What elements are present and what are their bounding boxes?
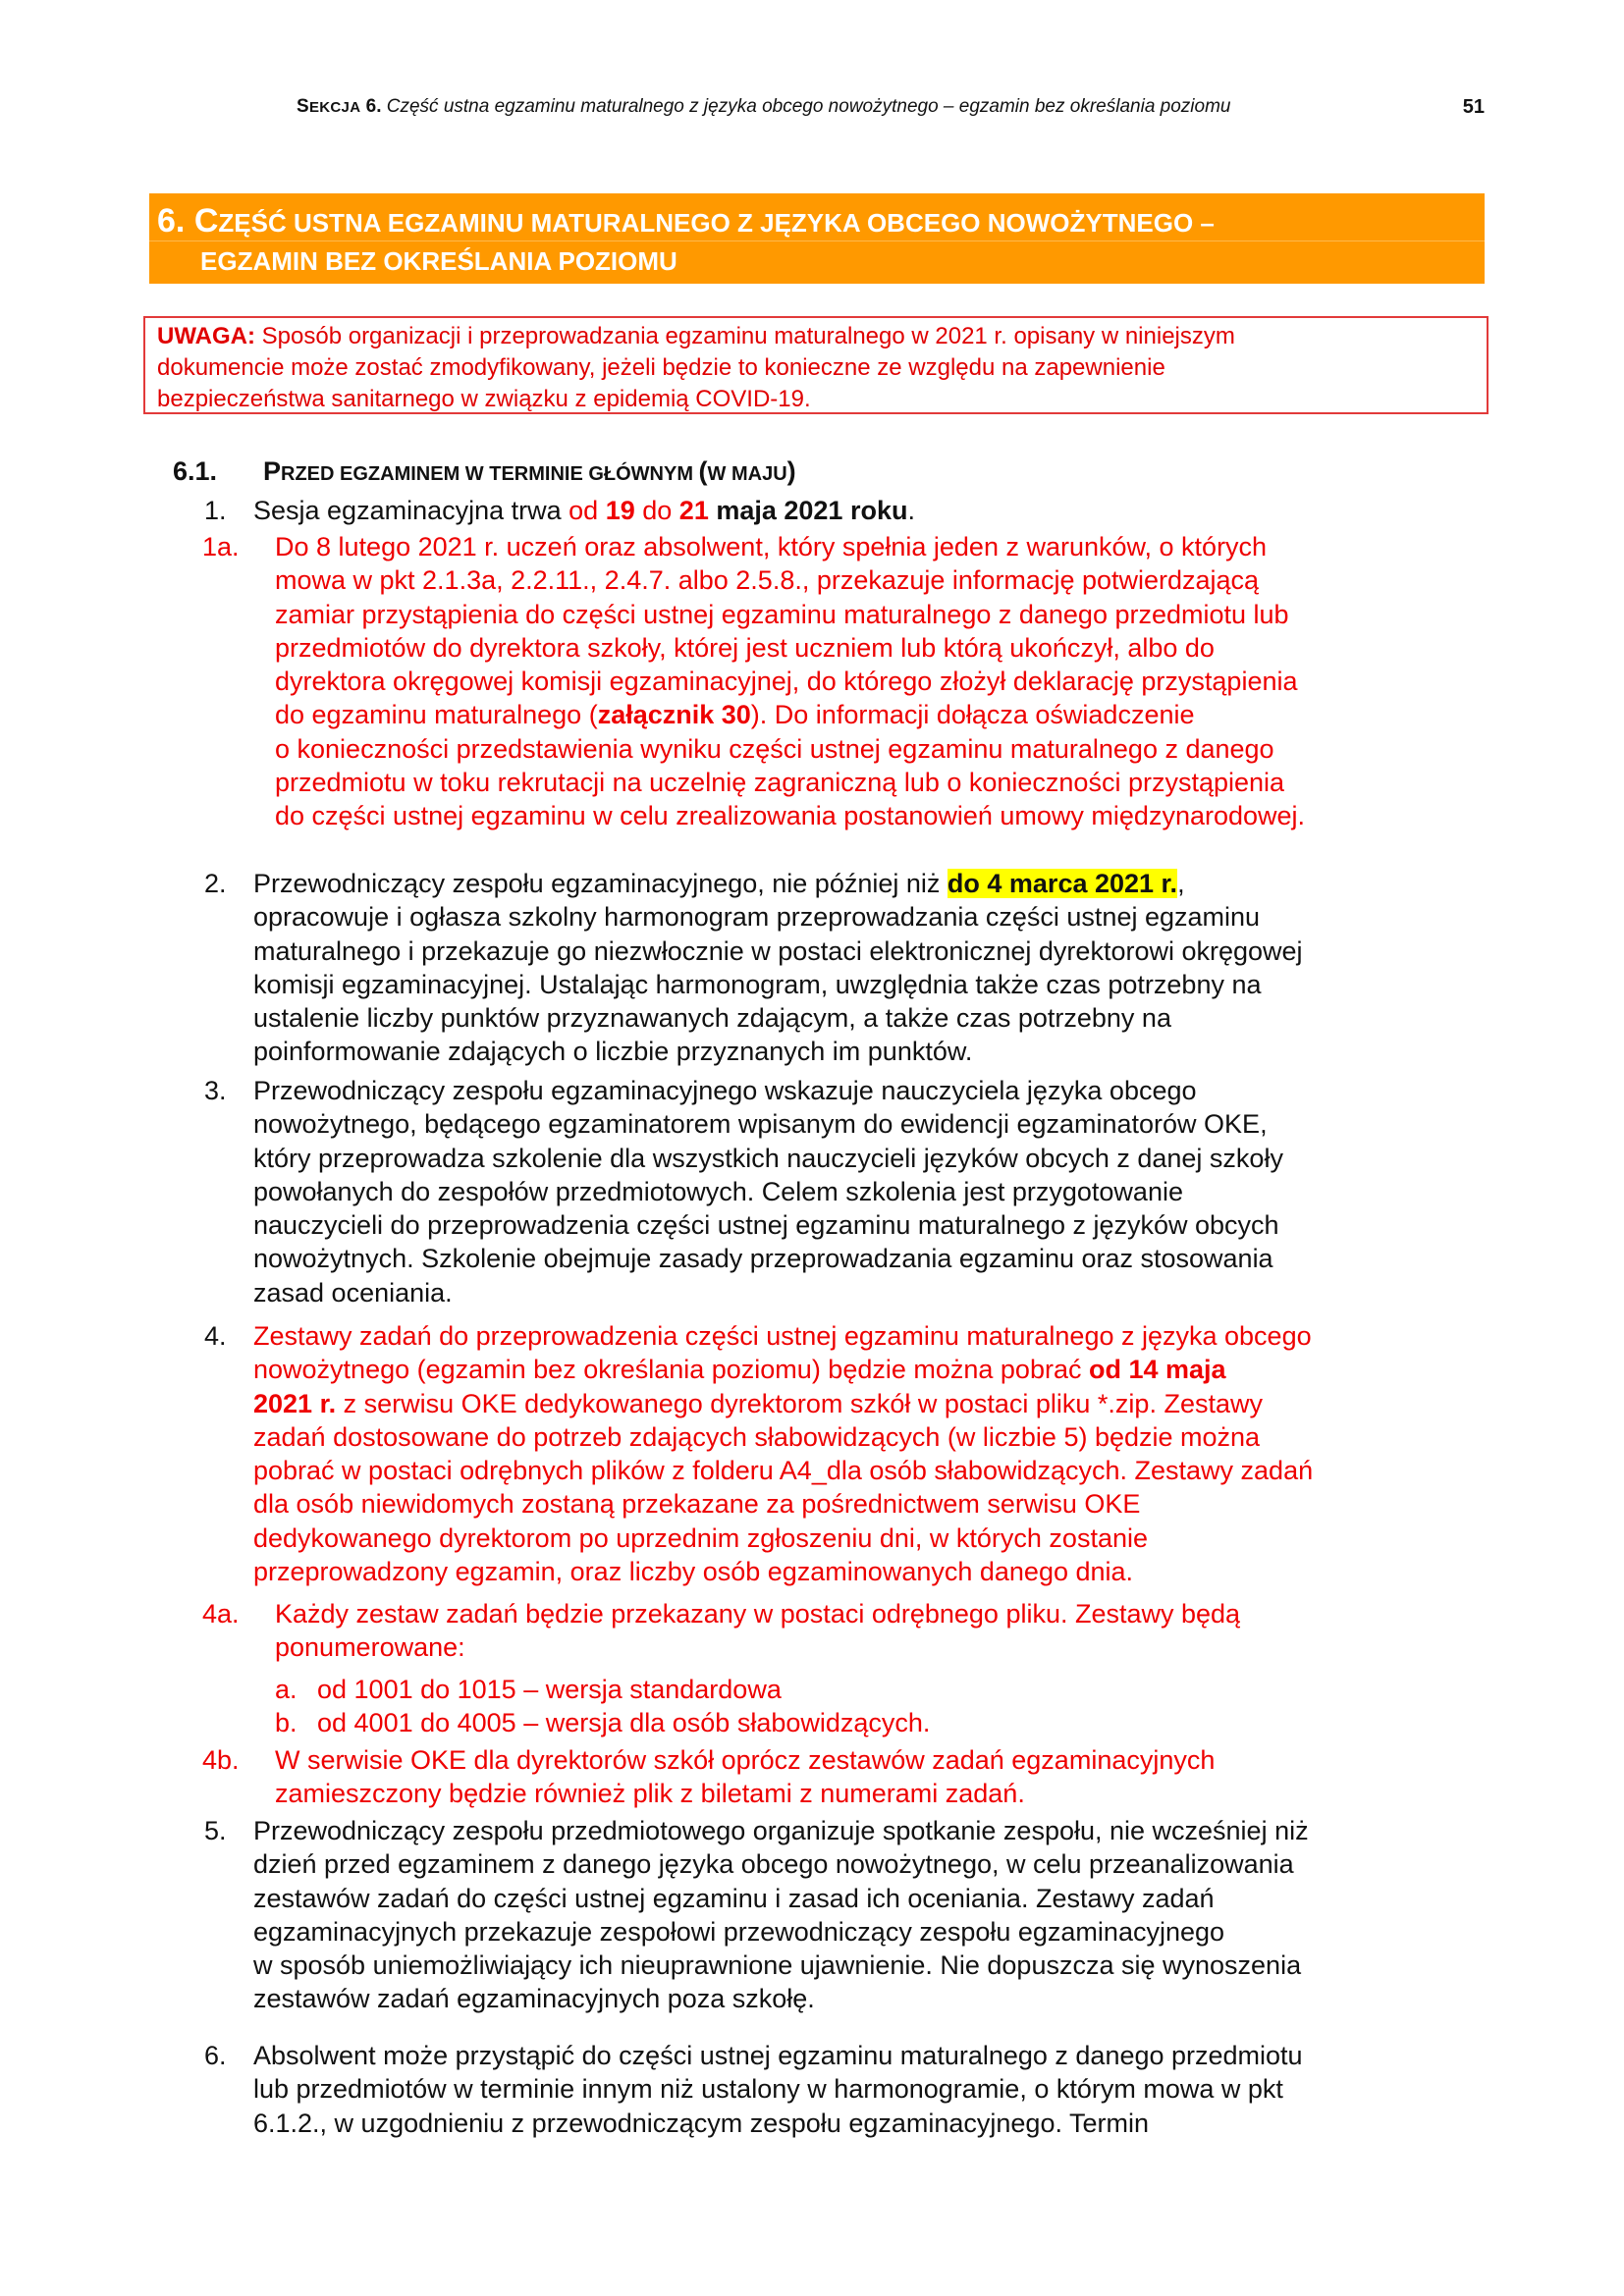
text-line	[275, 799, 1305, 832]
text-segment: ustalenie liczby punktów przyznawanych zdającym, a także czas potrzebny na	[253, 1003, 1171, 1034]
section-title-part: W MAJU	[707, 463, 787, 485]
text-segment: komisji egzaminacyjnej. Ustalając harmonogram, uwzględnia także czas potrzebny na	[253, 969, 1262, 999]
text-line	[275, 598, 1305, 631]
text-line	[253, 2072, 1303, 2106]
text-segment: .	[907, 496, 915, 525]
text-line	[275, 1743, 1215, 1777]
bold-text: 2021 r.	[253, 1388, 337, 1418]
text-segment: do egzaminu maturalnego (	[275, 700, 598, 730]
text-line	[253, 1208, 1283, 1242]
text-line	[253, 1982, 1309, 2015]
list-item-body	[275, 530, 1305, 833]
sub-list-item	[275, 1673, 1240, 1706]
text-segment: zamiar przystąpienia do części ustnej egzaminu maturalnego z danego przedmiotu lub	[275, 599, 1289, 629]
text-segment: Zestawy zadań do przeprowadzenia części ustnej egzaminu maturalnego z języka obcego	[253, 1321, 1312, 1351]
section-title: Część ustna egzaminu maturalnego z języka obcego nowożytnego – egzamin bez określania poziomu	[386, 96, 1231, 117]
text-line	[253, 867, 1303, 900]
list-item-marker: 1a.	[202, 532, 240, 561]
list-item-marker: 4.	[204, 1321, 227, 1351]
list-item-body	[275, 1597, 1240, 1739]
text-line	[253, 1454, 1313, 1487]
chapter-number: 6.	[157, 202, 186, 240]
list-item-body	[253, 1074, 1283, 1309]
text-segment: o konieczności przedstawienia wyniku części ustnej egzaminu maturalnego z danego	[275, 733, 1274, 764]
list-item-body	[253, 1319, 1313, 1588]
text-segment: egzaminacyjnych przekazuje zespołowi przewodniczący zespołu egzaminacyjnego	[253, 1916, 1225, 1947]
text-segment: Absolwent może przystąpić do części ustnej egzaminu maturalnego z danego przedmiotu	[253, 2041, 1303, 2070]
text-line	[253, 1242, 1283, 1275]
text-segment: powołanych do zespołów przedmiotowych. Celem szkolenia jest przygotowanie	[253, 1176, 1183, 1206]
text-segment: nauczycieli do przeprowadzenia części ustnej egzaminu maturalnego z języków obcych	[253, 1210, 1279, 1241]
sub-list-marker: b.	[275, 1707, 298, 1737]
section-title-part: (	[698, 456, 708, 486]
text-segment: Przewodniczący zespołu egzaminacyjnego wskazuje nauczyciela języka obcego	[253, 1076, 1197, 1105]
text-segment: od	[568, 496, 606, 525]
text-segment: ,	[1177, 869, 1185, 898]
bold-text: od 14 maja	[1088, 1355, 1226, 1385]
text-line	[253, 968, 1303, 1001]
list-item-body	[253, 494, 915, 527]
text-line	[275, 1777, 1215, 1810]
text-line	[253, 1319, 1313, 1353]
list-item-body	[253, 867, 1303, 1069]
text-segment: do	[634, 496, 679, 525]
list-item-marker: 4b.	[202, 1745, 240, 1775]
text-segment: Przewodniczący zespołu egzaminacyjnego, nie później niż	[253, 869, 947, 898]
text-line	[275, 665, 1305, 698]
text-segment: nowożytnych. Szkolenie obejmuje zasady przeprowadzania egzaminu oraz stosowania	[253, 1244, 1273, 1274]
section-heading-title	[263, 456, 796, 486]
list-item-marker: 6.	[204, 2041, 227, 2070]
text-line	[253, 1420, 1313, 1454]
list-item-marker: 4a.	[202, 1599, 240, 1629]
text-line	[253, 1001, 1303, 1035]
text-segment: poinformowanie zdających o liczbie przyznanych im punktów.	[253, 1037, 973, 1067]
text-segment: ). Do informacji dołącza oświadczenie	[750, 700, 1195, 730]
text-segment: przeprowadzony egzamin, oraz liczby osób egzaminowanych danego dnia.	[253, 1557, 1134, 1587]
section-heading-number: 6.1.	[173, 456, 218, 486]
text-segment: opracowuje i ogłasza szkolny harmonogram przeprowadzania części ustnej egzaminu	[253, 902, 1261, 933]
text-segment: zestawów zadań egzaminacyjnych poza szkołę.	[253, 1984, 815, 2014]
text-line	[275, 631, 1305, 665]
chapter-title-rest: ZĘŚĆ USTNA EGZAMINU MATURALNEGO Z JĘZYKA OBCEGO NOWOŻYTNEGO –	[218, 208, 1215, 238]
text-segment: Sesja egzaminacyjna trwa	[253, 496, 569, 525]
text-line	[275, 698, 1305, 731]
text-line	[253, 1035, 1303, 1068]
section-number: 6.	[365, 96, 382, 117]
text-segment: maturalnego i przekazuje go niezwłocznie w postaci elektronicznej dyrektorowi okręgowej	[253, 935, 1303, 966]
text-line	[275, 1597, 1240, 1630]
chapter-title-line-1	[157, 201, 1215, 242]
text-segment: z serwisu OKE dedykowanego dyrektorom szkół w postaci pliku *.zip. Zestawy	[336, 1388, 1263, 1418]
list-item-marker: 3.	[204, 1076, 227, 1105]
chapter-title-line-2: EGZAMIN BEZ OKREŚLANIA POZIOMU	[200, 246, 677, 276]
text-segment: dzień przed egzaminem z danego języka obcego nowożytnego, w celu przeanalizowania	[253, 1849, 1294, 1880]
list-item-body	[253, 2039, 1303, 2140]
bold-text: załącznik 30	[597, 700, 751, 730]
text-segment: 6.1.2., w uzgodnieniu z przewodniczącym zespołu egzaminacyjnego. Termin	[253, 2108, 1149, 2138]
section-title-part: )	[786, 456, 796, 486]
text-line	[275, 530, 1305, 563]
sub-list-text: od 4001 do 4005 – wersja dla osób słabowidzących.	[317, 1707, 931, 1737]
list-item-marker: 1.	[204, 496, 227, 525]
text-line	[253, 900, 1303, 934]
text-segment: Przewodniczący zespołu przedmiotowego organizuje spotkanie zespołu, nie wcześniej niż	[253, 1816, 1309, 1845]
text-segment: nowożytnego, będącego egzaminatorem wpisanym do ewidencji egzaminatorów OKE,	[253, 1109, 1268, 1140]
text-segment: który przeprowadza szkolenie dla wszystkich nauczycieli języków obcych z danej szkoły	[253, 1143, 1283, 1173]
highlighted-date: do 4 marca 2021 r.	[947, 869, 1178, 898]
text-segment: zasad oceniania.	[253, 1277, 453, 1308]
section-label-rest: EKCJA	[308, 99, 361, 116]
text-line	[253, 1175, 1283, 1208]
section-title-part: P	[263, 456, 282, 486]
text-segment: przedmiotu w toku rekrutacji na uczelnię zagraniczną lub o konieczności przystąpienia	[275, 768, 1285, 798]
text-segment: pobrać w postaci odrębnych plików z folderu A4_dla osób słabowidzących. Zestawy zadań	[253, 1456, 1314, 1486]
notice-label: UWAGA:	[157, 323, 255, 349]
bold-text: maja 2021 roku	[708, 496, 908, 525]
text-segment: nowożytnego (egzamin bez określania poziomu) będzie można pobrać	[253, 1355, 1089, 1385]
section-heading	[173, 455, 796, 490]
notice-text: Sposób organizacji i przeprowadzania egzaminu maturalnego w 2021 r. opisany w niniejszym	[254, 323, 1235, 349]
page-number: 51	[1462, 96, 1485, 118]
text-segment: Do 8 lutego 2021 r. uczeń oraz absolwent, który spełnia jeden z warunków, o których	[275, 532, 1268, 561]
text-line	[253, 1522, 1313, 1555]
text-line	[253, 2039, 1303, 2072]
text-line	[253, 1074, 1283, 1107]
text-segment: zamieszczony będzie również plik z biletami z numerami zadań.	[275, 1779, 1025, 1809]
text-segment: zestawów zadań do części ustnej egzaminu i zasad ich oceniania. Zestawy zadań	[253, 1883, 1215, 1913]
chapter-title-banner	[149, 193, 1485, 284]
sub-list-marker: a.	[275, 1674, 298, 1704]
text-segment: W serwisie OKE dla dyrektorów szkół oprócz zestawów zadań egzaminacyjnych	[275, 1745, 1216, 1775]
text-segment: dedykowanego dyrektorom po uprzednim zgłoszeniu dni, w których zostanie	[253, 1522, 1148, 1553]
text-line	[275, 1630, 1240, 1664]
text-segment: mowa w pkt 2.1.3a, 2.2.11., 2.4.7. albo 2.5.8., przekazuje informację potwierdzającą	[275, 565, 1260, 596]
notice-box	[143, 316, 1489, 414]
list-item-body	[253, 1814, 1309, 2016]
text-segment: w sposób uniemożliwiający ich nieuprawnione ujawnienie. Nie dopuszcza się wynoszenia	[253, 1950, 1302, 1981]
text-segment: do części ustnej egzaminu w celu zrealizowania postanowień umowy międzynarodowej.	[275, 801, 1306, 831]
text-line	[275, 563, 1305, 597]
text-line	[253, 1142, 1283, 1175]
text-line	[253, 1487, 1313, 1521]
notice-line-2: dokumencie może zostać zmodyfikowany, jeżeli będzie to konieczne ze względu na zapewnienie	[157, 354, 1165, 381]
text-line	[253, 1847, 1309, 1881]
bold-text: 21	[678, 496, 709, 525]
section-label	[297, 96, 361, 117]
text-line	[253, 1882, 1309, 1915]
text-line	[253, 1555, 1313, 1588]
text-line	[253, 1387, 1313, 1420]
text-segment: ponumerowane:	[275, 1632, 465, 1663]
text-segment: przedmiotów do dyrektora szkoły, której jest uczniem lub którą ukończył, albo do	[275, 632, 1215, 663]
text-line	[253, 1814, 1309, 1847]
text-line	[275, 766, 1305, 799]
chapter-title-initial: C	[193, 202, 219, 240]
section-label-initial: S	[297, 96, 309, 117]
running-header	[297, 94, 1485, 121]
bold-text: 19	[605, 496, 635, 525]
text-segment: Każdy zestaw zadań będzie przekazany w postaci odrębnego pliku. Zestawy będą	[275, 1599, 1241, 1629]
sub-list-text: od 1001 do 1015 – wersja standardowa	[317, 1674, 782, 1704]
notice-line-3: bezpieczeństwa sanitarnego w związku z epidemią COVID-19.	[157, 386, 811, 412]
list-item-marker: 2.	[204, 869, 227, 898]
text-segment: dla osób niewidomych zostaną przekazane za pośrednictwem serwisu OKE	[253, 1489, 1141, 1520]
text-line	[253, 1107, 1283, 1141]
text-segment: zadań dostosowane do potrzeb zdających słabowidzących (w liczbie 5) będzie można	[253, 1421, 1261, 1452]
notice-line-1	[157, 321, 1487, 352]
text-line	[253, 1353, 1313, 1386]
text-line	[275, 732, 1305, 766]
section-title-part: RZED EGZAMINEM W TERMINIE GŁÓWNYM	[281, 463, 699, 485]
list-item-body	[275, 1743, 1215, 1811]
text-line	[253, 934, 1303, 968]
text-line	[253, 1949, 1309, 1982]
text-line	[253, 494, 915, 527]
text-line	[253, 1276, 1283, 1309]
list-item-marker: 5.	[204, 1816, 227, 1845]
sub-list-item	[275, 1706, 1240, 1739]
text-segment: lub przedmiotów w terminie innym niż ustalony w harmonogramie, o którym mowa w pkt	[253, 2074, 1283, 2105]
text-line	[253, 2107, 1303, 2140]
text-line	[253, 1915, 1309, 1949]
text-segment: dyrektora okręgowej komisji egzaminacyjnej, do którego złożył deklarację przystąpienia	[275, 667, 1298, 697]
